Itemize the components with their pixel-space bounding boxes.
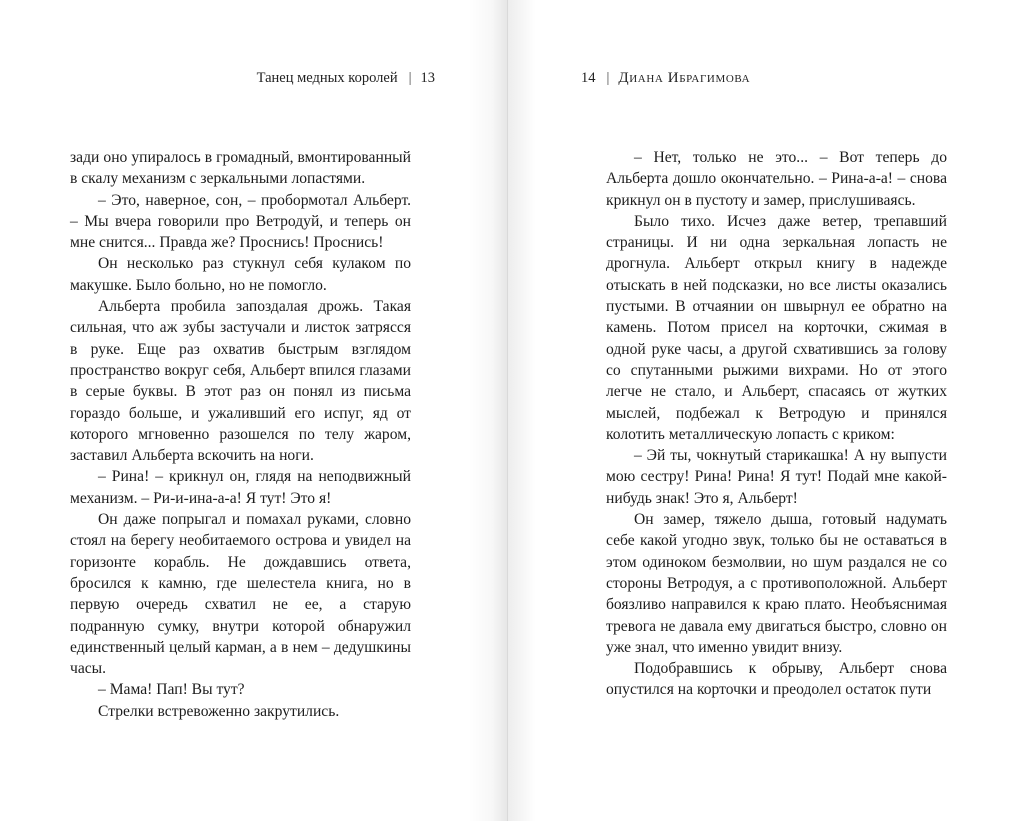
paragraph: – Рина! – крикнул он, глядя на неподвижный механизм. – Ри-и-ина-а-а! Я тут! Это я! <box>70 468 411 507</box>
paragraph: – Это, наверное, сон, – пробормотал Альберт. – Мы вчера говорили про Ветродуй, и теперь он мне снится... Правда же? Проснись! Проснись! <box>70 191 411 252</box>
header-separator: | <box>408 70 412 86</box>
page-number: 13 <box>420 70 435 86</box>
paragraph: Подобравшись к обрыву, Альберт снова опустился на корточки и преодолел остаток пути <box>606 660 947 699</box>
paragraph: Альберта пробила запоздалая дрожь. Такая сильная, что аж зубы застучали и листок затрясся в руке. Еще раз охватив быстрым взглядом пространство вокруг себя, Альберт впился глазами в серые буквы. В этот раз он понял из письма гораздо больше, и ужаливший его испуг, яд от которого мгновенно разошелся по телу жаром, заставил Альберта вскочить на ноги. <box>70 298 411 465</box>
gutter-shadow-right <box>508 0 536 821</box>
page-number: 14 <box>581 70 596 86</box>
left-running-header <box>257 70 435 88</box>
paragraph: – Эй ты, чокнутый старикашка! А ну выпусти мою сестру! Рина! Рина! Я тут! Подай мне какой-нибудь знак! Это я, Альберт! <box>606 447 947 507</box>
paragraph: Он даже попрыгал и помахал руками, словно стоял на берегу необитаемого острова и увидел на горизонте корабль. Не дождавшись ответа, бросился к камню, где шелестела книга, но в первую очередь схватил не ее, а старую подранную сумку, внутри которой обнаружил единственный целый карман, а в нем – дедушкины часы. <box>70 511 411 678</box>
paragraph: Было тихо. Исчез даже ветер, трепавший страницы. И ни одна зеркальная лопасть не дрогнула. Альберт открыл книгу в надежде отыскать в ней подсказки, но все листы оказались пустыми. В отчаянии он швырнул ее обратно на камень. Потом присел на корточки, сжимая в одной руке часы, а другой схватившись за голову со спутанными рыжими вихрами. Но от этого легче не стало, и Альберт, спасаясь от жутких мыслей, подбежал к Ветродую и принялся колотить металлическую лопасть с криком: <box>606 212 947 443</box>
paragraph: Он замер, тяжело дыша, готовый надумать себе какой угодно звук, только бы не оставаться в этом одиноком безмолвии, но шум раздался не со стороны Ветродуя, а с противоположной. Альберт боязливо направился к краю плато. Необъяснимая тревога не давала ему двигаться быстро, словно он уже знал, что именно увидит внизу. <box>606 511 947 656</box>
right-running-header <box>581 70 750 88</box>
right-page-text <box>606 147 947 701</box>
left-page-text <box>70 147 411 722</box>
author-name: Диана Ибрагимова <box>618 70 751 86</box>
header-separator: | <box>606 70 610 86</box>
paragraph: Он несколько раз стукнул себя кулаком по макушке. Было больно, но не помогло. <box>70 255 411 294</box>
gutter-shadow <box>468 0 508 821</box>
left-page <box>0 0 507 821</box>
book-title: Танец медных королей <box>256 70 398 86</box>
right-page <box>508 0 1015 821</box>
paragraph: Стрелки встревоженно закрутились. <box>98 702 340 720</box>
paragraph: зади оно упиралось в громадный, вмонтированный в скалу механизм с зеркальными лопастями. <box>70 149 411 188</box>
paragraph: – Нет, только не это... – Вот теперь до Альберта дошло окончательно. – Рина-а-а! – снова крикнул он в пустоту и замер, прислушиваясь. <box>606 149 947 209</box>
paragraph: – Мама! Пап! Вы тут? <box>98 681 245 699</box>
